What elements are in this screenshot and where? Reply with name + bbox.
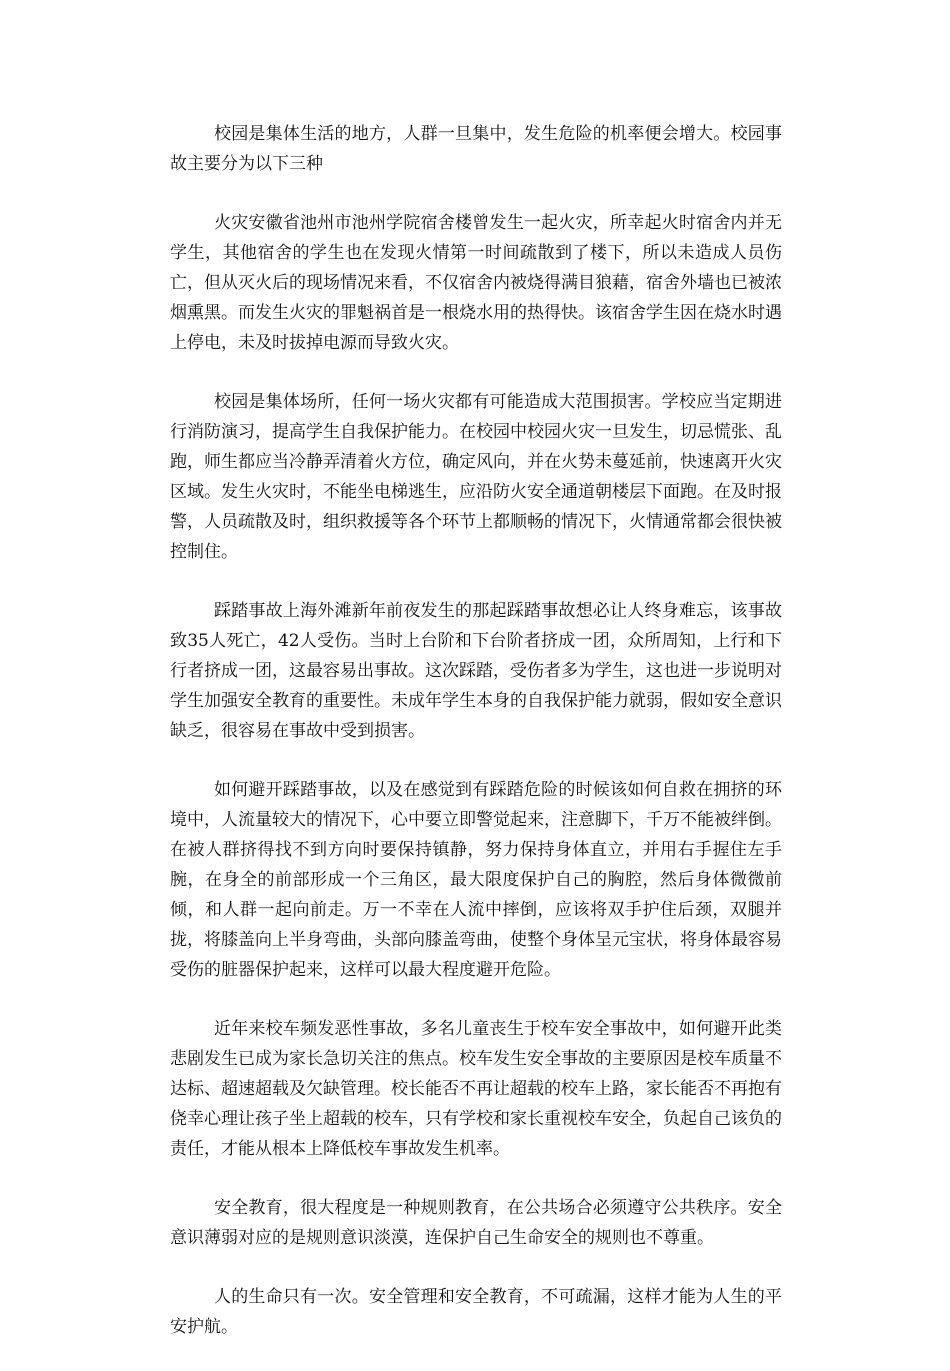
paragraph-rule-education: 安全教育，很大程度是一种规则教育，在公共场合必须遵守公共秩序。安全意识薄弱对应的是规则意识淡漠，连保护自己生命安全的规则也不尊重。 xyxy=(170,1198,782,1248)
paragraph-school-bus: 近年来校车频发恶性事故，多名儿童丧生于校车安全事故中，如何避开此类悲剧发生已成为家长急切关注的焦点。校车发生安全事故的主要原因是校车质量不达标、超速超载及欠缺管理。校长能否不再让超载的校车上路，家长能否不再抱有侥幸心理让孩子坐上超载的校车，只有学校和家长重视校车安全，负起自己该负的责任，才能从根本上降低校车事故发生机率。 xyxy=(170,1019,782,1159)
paragraph-intro: 校园是集体生活的地方，人群一旦集中，发生危险的机率便会增大。校园事故主要分为以下三种 xyxy=(170,124,782,174)
paragraph-stampede-self-rescue: 如何避开踩踏事故，以及在感觉到有踩踏危险的时候该如何自救在拥挤的环境中，人流量较大的情况下，心中要立即警觉起来，注意脚下，千万不能被绊倒。在被人群挤得找不到方向时要保持镇静，努力保持身体直立，并用右手握住左手腕，在身全的前部形成一个三角区，最大限度保护自己的胸腔，然后身体微微前倾，和人群一起向前走。万一不幸在人流中摔倒，应该将双手护住后颈，双腿并拢，将膝盖向上半身弯曲，头部向膝盖弯曲，使整个身体呈元宝状，将身体最容易受伤的脏器保护起来，这样可以最大程度避开危险。 xyxy=(170,780,782,980)
paragraph-stampede-incident: 踩踏事故上海外滩新年前夜发生的那起踩踏事故想必让人终身难忘，该事故致35人死亡，42人受伤。当时上台阶和下台阶者挤成一团，众所周知，上行和下行者挤成一团，这最容易出事故。这次踩踏，受伤者多为学生，这也进一步说明对学生加强安全教育的重要性。未成年学生本身的自我保护能力就弱，假如安全意识缺乏，很容易在事故中受到损害。 xyxy=(170,601,782,741)
paragraph-fire-incident: 火灾安徽省池州市池州学院宿舍楼曾发生一起火灾，所幸起火时宿舍内并无学生，其他宿舍的学生也在发现火情第一时间疏散到了楼下，所以未造成人员伤亡，但从灭火后的现场情况来看，不仅宿舍内被烧得满目狼藉，宿舍外墙也已被浓烟熏黑。而发生火灾的罪魁祸首是一根烧水用的热得快。该宿舍学生因在烧水时遇上停电，未及时拔掉电源而导致火灾。 xyxy=(170,213,782,353)
paragraph-fire-safety: 校园是集体场所，任何一场火灾都有可能造成大范围损害。学校应当定期进行消防演习，提高学生自我保护能力。在校园中校园火灾一旦发生，切忌慌张、乱跑，师生都应当冷静弄清着火方位，确定风向，并在火势未蔓延前，快速离开火灾区域。发生火灾时，不能坐电梯逃生，应沿防火安全通道朝楼层下面跑。在及时报警，人员疏散及时，组织救援等各个环节上都顺畅的情况下，火情通常都会很快被控制住。 xyxy=(170,392,782,562)
document-body xyxy=(170,119,782,1371)
paragraph-conclusion: 人的生命只有一次。安全管理和安全教育，不可疏漏，这样才能为人生的平安护航。 xyxy=(170,1287,782,1337)
